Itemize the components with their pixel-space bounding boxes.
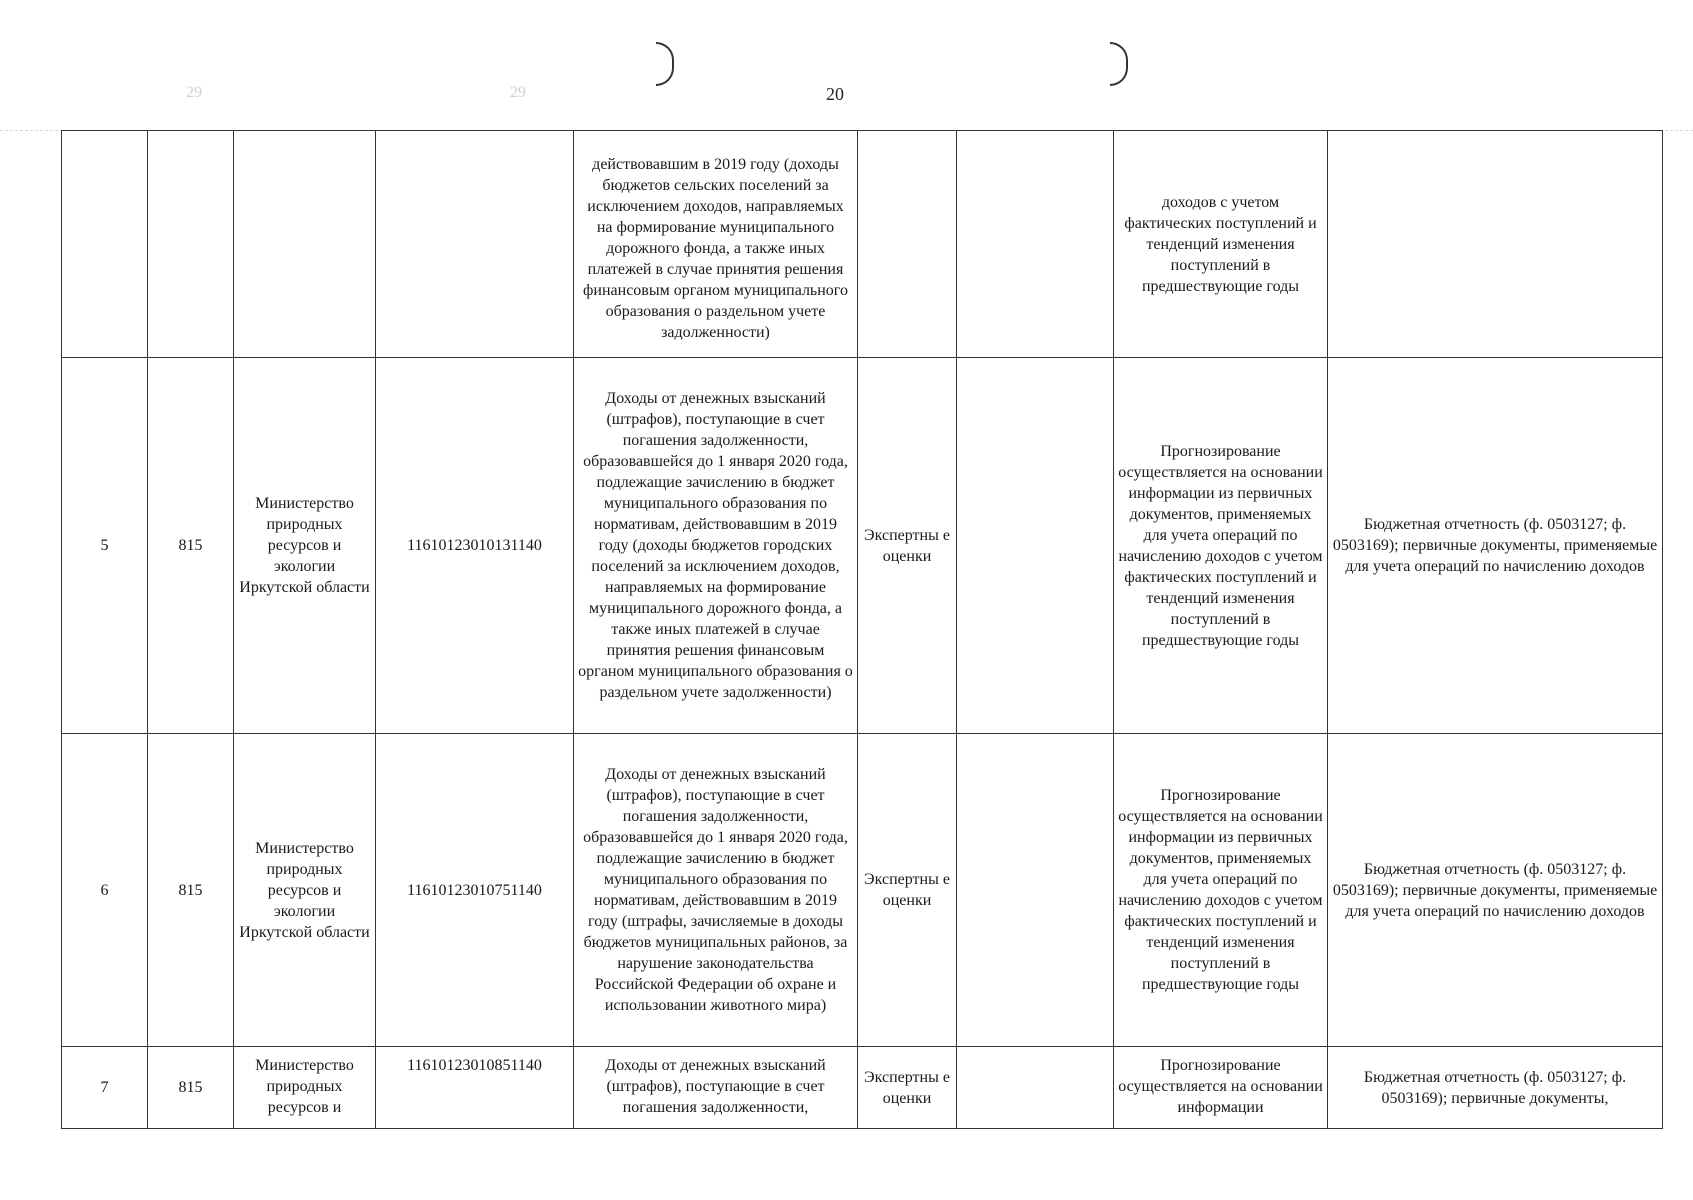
page-number: 20 bbox=[826, 84, 844, 104]
formula-cell bbox=[957, 131, 1114, 358]
algorithm-cell: Прогнозирование осуществляется на основании информации bbox=[1114, 1047, 1328, 1129]
table-row bbox=[62, 131, 1663, 358]
revenue-description-cell: действовавшим в 2019 году (доходы бюджетов сельских поселений за исключением доходов, направляемых на формирование муниципального дорожного фонда, а также иных платежей в случае принятия решения финансовым органом муниципального образования о раздельном учете задолженности) bbox=[574, 131, 858, 358]
method-cell: Экспертны е оценки bbox=[858, 734, 957, 1047]
admin-code-cell bbox=[148, 131, 234, 358]
administrator-cell: Министерство природных ресурсов и экологии Иркутской области bbox=[234, 734, 376, 1047]
table-row bbox=[62, 1047, 1663, 1129]
administrator-cell: Министерство природных ресурсов и экологии Иркутской области bbox=[234, 358, 376, 734]
punch-hole-mark bbox=[656, 42, 674, 86]
source-cell: Бюджетная отчетность (ф. 0503127; ф. 0503169); первичные документы, применяемые для учета операций по начислению доходов bbox=[1328, 734, 1663, 1047]
formula-cell bbox=[957, 358, 1114, 734]
method-cell bbox=[858, 131, 957, 358]
punch-hole-mark bbox=[1110, 42, 1128, 86]
table-row bbox=[62, 358, 1663, 734]
administrator-cell: Министерство природных ресурсов и bbox=[234, 1047, 376, 1129]
kbk-cell: 11610123010751140 bbox=[376, 734, 574, 1047]
revenue-forecast-table bbox=[61, 130, 1663, 1129]
row-number-cell: 7 bbox=[62, 1047, 148, 1129]
source-cell: Бюджетная отчетность (ф. 0503127; ф. 0503169); первичные документы, применяемые для учета операций по начислению доходов bbox=[1328, 358, 1663, 734]
kbk-cell: 11610123010131140 bbox=[376, 358, 574, 734]
formula-cell bbox=[957, 734, 1114, 1047]
revenue-description-cell: Доходы от денежных взысканий (штрафов), поступающие в счет погашения задолженности, bbox=[574, 1047, 858, 1129]
method-cell: Экспертны е оценки bbox=[858, 1047, 957, 1129]
algorithm-cell: Прогнозирование осуществляется на основании информации из первичных документов, применяемых для учета операций по начислению доходов с учетом фактических поступлений и тенденций изменения поступлений в предшествующие годы bbox=[1114, 734, 1328, 1047]
source-cell bbox=[1328, 131, 1663, 358]
revenue-description-cell: Доходы от денежных взысканий (штрафов), поступающие в счет погашения задолженности, образовавшейся до 1 января 2020 года, подлежащие зачислению в бюджет муниципального образования по нормативам, действовавшим в 2019 году (штрафы, зачисляемые в доходы бюджетов муниципальных районов, за нарушение законодательства Российской Федерации об охране и использовании животного мира) bbox=[574, 734, 858, 1047]
algorithm-cell: Прогнозирование осуществляется на основании информации из первичных документов, применяемых для учета операций по начислению доходов с учетом фактических поступлений и тенденций изменения поступлений в предшествующие годы bbox=[1114, 358, 1328, 734]
formula-cell bbox=[957, 1047, 1114, 1129]
revenue-description-cell: Доходы от денежных взысканий (штрафов), поступающие в счет погашения задолженности, образовавшейся до 1 января 2020 года, подлежащие зачислению в бюджет муниципального образования по нормативам, действовавшим в 2019 году (доходы бюджетов городских поселений за исключением доходов, направляемых на формирование муниципального дорожного фонда, а также иных платежей в случае принятия решения финансовым органом муниципального образования о раздельном учете задолженности) bbox=[574, 358, 858, 734]
method-cell: Экспертны е оценки bbox=[858, 358, 957, 734]
admin-code-cell: 815 bbox=[148, 1047, 234, 1129]
table-row bbox=[62, 734, 1663, 1047]
kbk-cell: 11610123010851140 bbox=[376, 1047, 574, 1129]
row-number-cell: 5 bbox=[62, 358, 148, 734]
faint-page-number: 29 bbox=[186, 84, 202, 101]
faint-page-number: 29 bbox=[510, 84, 526, 101]
algorithm-cell: доходов с учетом фактических поступлений и тенденций изменения поступлений в предшествующие годы bbox=[1114, 131, 1328, 358]
admin-code-cell: 815 bbox=[148, 734, 234, 1047]
admin-code-cell: 815 bbox=[148, 358, 234, 734]
row-number-cell bbox=[62, 131, 148, 358]
kbk-cell bbox=[376, 131, 574, 358]
row-number-cell: 6 bbox=[62, 734, 148, 1047]
source-cell: Бюджетная отчетность (ф. 0503127; ф. 0503169); первичные документы, bbox=[1328, 1047, 1663, 1129]
administrator-cell bbox=[234, 131, 376, 358]
